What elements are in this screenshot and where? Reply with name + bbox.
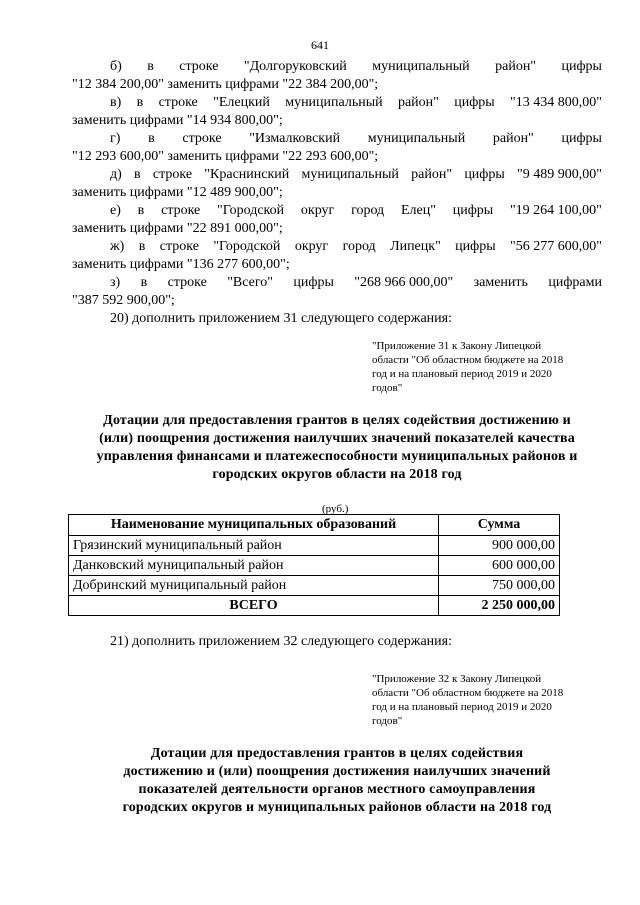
column-header-name: Наименование муниципальных образований bbox=[69, 515, 439, 536]
word: "56 277 600,00" bbox=[510, 239, 602, 254]
word: ж) bbox=[110, 239, 125, 254]
amount-cell: 900 000,00 bbox=[439, 536, 560, 556]
word: цифры bbox=[464, 167, 505, 182]
heading-line: городских округов и муниципальных районов области на 2018 год bbox=[122, 800, 552, 815]
amendment-zh-line2: заменить цифрами "136 277 600,00"; bbox=[72, 257, 290, 272]
appendix-31-heading bbox=[72, 412, 602, 484]
appendix-32-note bbox=[372, 672, 602, 728]
amendments-list bbox=[72, 58, 602, 328]
amendment-b-line2: "12 384 200,00" заменить цифрами "22 384 200,00"; bbox=[72, 77, 379, 92]
word: "Долгоруковский bbox=[243, 59, 347, 74]
word: в bbox=[138, 239, 146, 254]
heading-line: управления финансами и платежеспособности муниципальных районов и bbox=[96, 449, 578, 464]
word: муниципальный bbox=[285, 95, 383, 110]
amendment-d-line2: заменить цифрами "12 489 900,00"; bbox=[72, 185, 283, 200]
word: "13 434 800,00" bbox=[510, 95, 602, 110]
word: г) bbox=[110, 131, 121, 146]
word: округ bbox=[294, 239, 329, 254]
appendix-31-note bbox=[372, 339, 602, 395]
note-line: области "Об областном бюджете на 2018 bbox=[372, 687, 564, 699]
note-line: год и на плановый период 2019 и 2020 bbox=[372, 701, 552, 713]
currency-unit: (руб.) bbox=[322, 503, 349, 515]
note-line: годов" bbox=[372, 382, 403, 394]
word: "9 489 900,00" bbox=[517, 167, 602, 182]
amendment-zh-line1 bbox=[72, 238, 602, 256]
word: муниципальный bbox=[301, 167, 399, 182]
word: е) bbox=[110, 203, 121, 218]
amendment-e-line2: заменить цифрами "22 891 000,00"; bbox=[72, 221, 283, 236]
word: "Измалковский bbox=[249, 131, 341, 146]
word: цифры bbox=[561, 131, 602, 146]
word: Елец" bbox=[400, 203, 436, 218]
word: "Елецкий bbox=[213, 95, 270, 110]
word: в bbox=[140, 275, 148, 290]
word: "Городской bbox=[213, 239, 281, 254]
note-line: "Приложение 31 к Закону Липецкой bbox=[372, 340, 542, 352]
word: в bbox=[148, 131, 155, 146]
appendix-32-heading bbox=[72, 745, 602, 817]
word: цифры bbox=[561, 59, 602, 74]
word: город bbox=[342, 239, 376, 254]
amendment-v-line1 bbox=[72, 94, 602, 112]
municipality-name: Данковский муниципальный район bbox=[69, 556, 439, 576]
word: район" bbox=[495, 59, 537, 74]
total-label: ВСЕГО bbox=[69, 596, 439, 616]
heading-line: (или) поощрения достижения наилучших значений показателей качества bbox=[99, 431, 575, 446]
municipality-name: Грязинский муниципальный район bbox=[69, 536, 439, 556]
word: в bbox=[134, 167, 141, 182]
word: район" bbox=[397, 95, 439, 110]
word: строке bbox=[158, 95, 198, 110]
word: цифры bbox=[293, 275, 334, 290]
amendment-z-line1 bbox=[72, 274, 602, 292]
word: "Краснинский bbox=[204, 167, 290, 182]
word: в bbox=[136, 95, 144, 110]
note-line: годов" bbox=[372, 715, 403, 727]
word: муниципальный bbox=[367, 131, 466, 146]
amount-cell: 600 000,00 bbox=[439, 556, 560, 576]
heading-line: Дотации для предоставления грантов в целях содействия bbox=[150, 746, 524, 761]
amendment-z-line2: "387 592 900,00"; bbox=[72, 293, 175, 308]
word: город bbox=[351, 203, 385, 218]
column-header-sum: Сумма bbox=[439, 515, 560, 536]
note-line: год и на плановый период 2019 и 2020 bbox=[372, 368, 552, 380]
word: Липецк" bbox=[390, 239, 441, 254]
heading-line: Дотации для предоставления грантов в целях содействия достижению и bbox=[103, 413, 571, 428]
table-total-row bbox=[69, 596, 560, 616]
note-line: "Приложение 32 к Закону Липецкой bbox=[372, 673, 542, 685]
word: строке bbox=[167, 275, 207, 290]
word: район" bbox=[492, 131, 534, 146]
word: строке bbox=[182, 131, 222, 146]
item-21-text: 21) дополнить приложением 32 следующего содержания: bbox=[110, 634, 452, 649]
word: "19 264 100,00" bbox=[509, 203, 602, 218]
word: строке bbox=[152, 167, 193, 182]
municipality-name: Добринский муниципальный район bbox=[69, 576, 439, 596]
table-header-row bbox=[69, 515, 560, 536]
word: район" bbox=[411, 167, 453, 182]
table-row bbox=[69, 536, 560, 556]
heading-line: показателей деятельности органов местного самоуправления bbox=[138, 782, 536, 797]
word: в bbox=[137, 203, 145, 218]
word: "268 966 000,00" bbox=[354, 275, 454, 290]
word: заменить bbox=[473, 275, 528, 290]
word: "Всего" bbox=[227, 275, 273, 290]
word: округ bbox=[300, 203, 335, 218]
word: д) bbox=[110, 167, 122, 182]
word: б) bbox=[110, 59, 122, 74]
word: в bbox=[147, 59, 154, 74]
word: муниципальный bbox=[372, 59, 470, 74]
word: цифрами bbox=[548, 275, 602, 290]
total-amount: 2 250 000,00 bbox=[439, 596, 560, 616]
amendment-d-line1 bbox=[72, 166, 602, 184]
word: в) bbox=[110, 95, 122, 110]
word: з) bbox=[110, 275, 121, 290]
heading-line: достижению и (или) поощрения достижения наилучших значений bbox=[123, 764, 551, 779]
word: цифры bbox=[455, 239, 496, 254]
table-row bbox=[69, 576, 560, 596]
amendment-g-line2: "12 293 600,00" заменить цифрами "22 293 600,00"; bbox=[72, 149, 379, 164]
amendment-e-line1 bbox=[72, 202, 602, 220]
word: строке bbox=[161, 203, 201, 218]
word: строке bbox=[159, 239, 199, 254]
item-21 bbox=[72, 633, 602, 651]
amount-cell: 750 000,00 bbox=[439, 576, 560, 596]
page-number: 641 bbox=[311, 38, 329, 52]
table-row bbox=[69, 556, 560, 576]
amendment-b-line1 bbox=[72, 58, 602, 76]
note-line: области "Об областном бюджете на 2018 bbox=[372, 354, 564, 366]
grants-table bbox=[68, 514, 560, 616]
word: строке bbox=[179, 59, 219, 74]
amendment-g-line1 bbox=[72, 130, 602, 148]
amendment-v-line2: заменить цифрами "14 934 800,00"; bbox=[72, 113, 283, 128]
word: цифры bbox=[452, 203, 494, 218]
item-20-text: 20) дополнить приложением 31 следующего содержания: bbox=[110, 311, 452, 326]
word: цифры bbox=[454, 95, 495, 110]
word: "Городской bbox=[217, 203, 285, 218]
heading-line: городских округов области на 2018 год bbox=[212, 467, 462, 482]
